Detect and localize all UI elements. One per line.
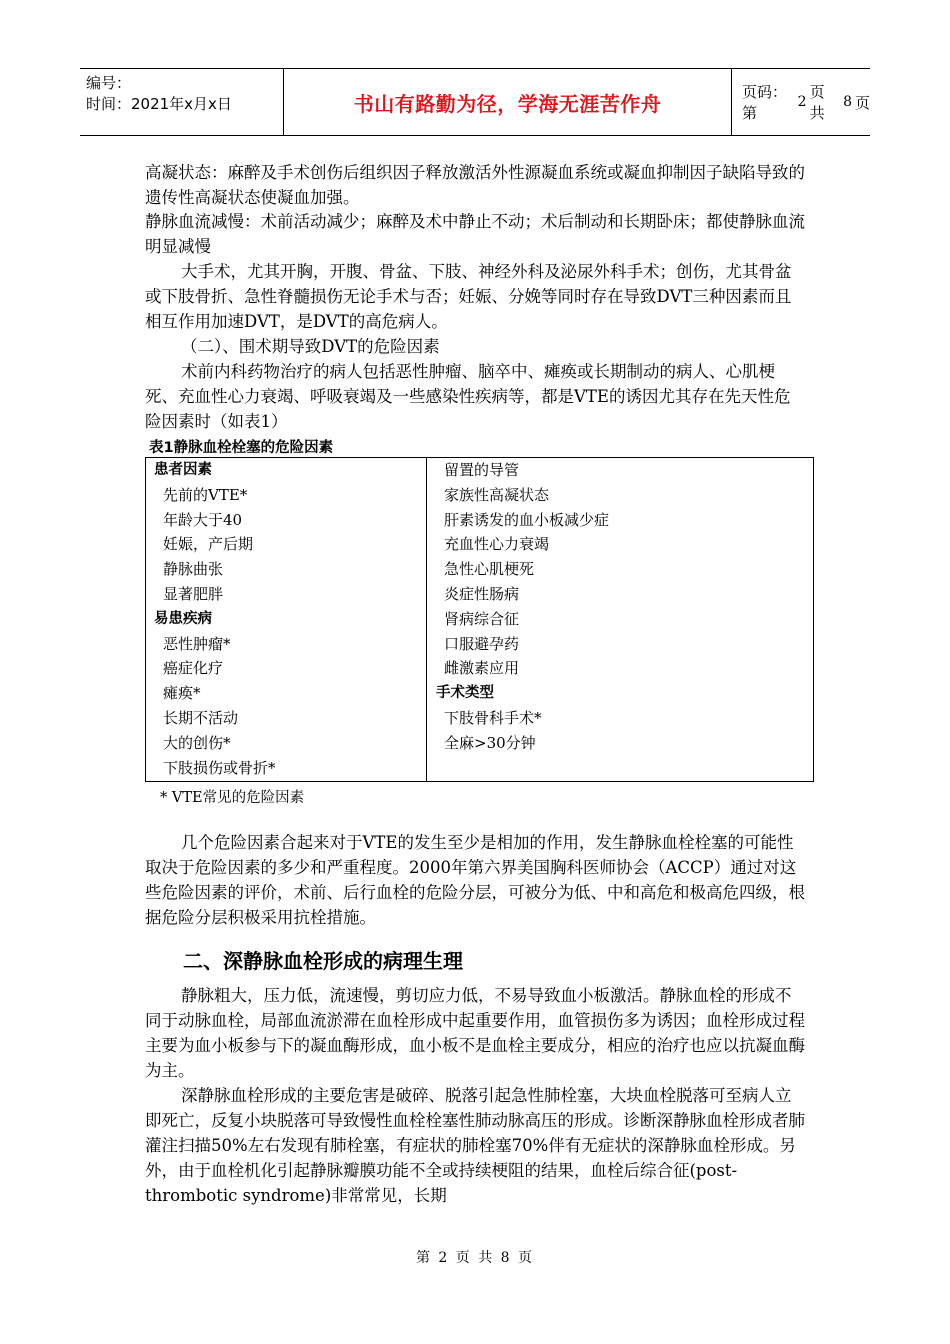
header-motto: 书山有路勤为径，学海无涯苦作舟 — [284, 69, 732, 135]
table-risk-item: 家族性高凝状态 — [444, 485, 550, 504]
page-mid: 页 共 — [809, 83, 825, 122]
subheading-perioperative-risk: （二）、围术期导致DVT的危险因素 — [181, 337, 440, 356]
table-risk-item: 静脉曲张 — [163, 560, 224, 579]
table-risk-item: 留置的导管 — [444, 461, 520, 479]
paragraph-complications: 深静脉血栓形成的主要危害是破碎、脱落引起急性肺栓塞，大块血栓脱落可至病人立即死亡，反复小块脱落可导致慢性血栓栓塞性肺动脉高压的形成。诊断深静脉血栓形成者肺灌注扫描50%左右发现有肺栓塞，有症状的肺栓塞70%伴有无症状的深静脉血栓形成。另外，由于血栓机化引起静脉瓣膜功能不全或持续梗阻的结果，血栓后综合征(post-thrombotic syndrome)非常常见，长期 — [145, 1086, 805, 1205]
table-caption: 表1静脉血栓栓塞的危险因素 — [149, 440, 334, 456]
section-title: 二、深静脉血栓形成的病理生理 — [183, 949, 463, 973]
table-risk-item: 急性心肌梗死 — [444, 560, 535, 579]
table-risk-item: 口服避孕药 — [444, 634, 520, 653]
page-footer: 第 2 页 共 8 页 — [415, 1250, 535, 1266]
table-risk-item: 长期不活动 — [163, 708, 239, 727]
table-risk-item: 瘫痪* — [163, 684, 201, 703]
table-footnote: * VTE常见的危险因素 — [160, 790, 305, 806]
page-suffix: 页 — [854, 93, 870, 112]
table-column-left — [146, 458, 427, 781]
table-risk-item: 全麻>30分钟 — [444, 733, 536, 752]
paragraph-hypercoagulable: 高凝状态：麻醉及手术创伤后组织因子释放激活外性源凝血系统或凝血抑制因子缺陷导致的遗传性高凝状态使凝血加强。 — [145, 163, 805, 207]
header-meta — [80, 69, 284, 135]
document-number-label: 编号： — [86, 74, 132, 92]
page-prefix: 页码：第 — [742, 83, 788, 122]
document-date: 时间：2021年x月x日 — [86, 95, 232, 113]
table-risk-item: 癌症化疗 — [163, 659, 224, 678]
table-group-heading: 患者因素 — [154, 462, 212, 478]
page-current: 2 — [797, 94, 807, 110]
table-risk-item: 充血性心力衰竭 — [444, 535, 550, 554]
table-group-heading: 易患疾病 — [154, 610, 212, 627]
table-risk-item: 肝素诱发的血小板减少症 — [444, 510, 610, 529]
table-risk-item: 年龄大于40 — [163, 510, 243, 529]
table-column-right — [427, 458, 813, 781]
risk-factor-table — [145, 457, 814, 782]
table-group-heading: 手术类型 — [436, 685, 494, 702]
paragraph-high-risk-surgery: 大手术，尤其开胸，开腹、骨盆、下肢、神经外科及泌尿外科手术；创伤，尤其骨盆或下肢骨折、急性脊髓损伤无论手术与否；妊娠、分娩等同时存在导致DVT三种因素而且相互作用加速DVT，是DVT的高危病人。 — [145, 262, 792, 331]
table-risk-item: 显著肥胖 — [163, 584, 224, 603]
paragraph-medical-risk: 术前内科药物治疗的病人包括恶性肿瘤、脑卒中、瘫痪或长期制动的病人、心肌梗死、充血性心力衰竭、呼吸衰竭及一些感染性疾病等，都是VTE的诱因尤其存在先天性危险因素时（如表1） — [145, 362, 791, 431]
table-risk-item: 肾病综合征 — [444, 609, 520, 628]
table-risk-item: 雌激素应用 — [444, 659, 520, 678]
table-risk-item: 炎症性肠病 — [444, 584, 520, 603]
table-risk-item: 下肢骨科手术* — [444, 708, 542, 727]
table-risk-item: 恶性肿瘤* — [163, 634, 231, 653]
document-header — [80, 68, 870, 136]
paragraph-pathophysiology: 静脉粗大，压力低，流速慢，剪切应力低，不易导致血小板激活。静脉血栓的形成不同于动脉血栓，局部血流淤滞在血栓形成中起重要作用，血管损伤多为诱因；血栓形成过程主要为血小板参与下的凝血酶形成，血小板不是血栓主要成分，相应的治疗也应以抗凝血酶为主。 — [145, 986, 805, 1080]
table-risk-item: 妊娠，产后期 — [163, 535, 254, 554]
paragraph-combined-risk: 几个危险因素合起来对于VTE的发生至少是相加的作用，发生静脉血栓栓塞的可能性取决于危险因素的多少和严重程度。2000年第六界美国胸科医师协会（ACCP）通过对这些危险因素的评价，术前、后行血栓的危险分层，可被分为低、中和高危和极高危四级，根据危险分层积极采用抗栓措施。 — [145, 833, 805, 927]
header-page-number — [732, 69, 870, 135]
table-risk-item: 下肢损伤或骨折* — [163, 758, 276, 777]
table-risk-item: 先前的VTE* — [163, 485, 248, 504]
table-risk-item: 大的创伤* — [163, 733, 231, 752]
paragraph-venous-stasis: 静脉血流减慢：术前活动减少；麻醉及术中静止不动；术后制动和长期卧床；都使静脉血流明显减慢 — [145, 212, 805, 256]
page-total: 8 — [843, 94, 852, 110]
